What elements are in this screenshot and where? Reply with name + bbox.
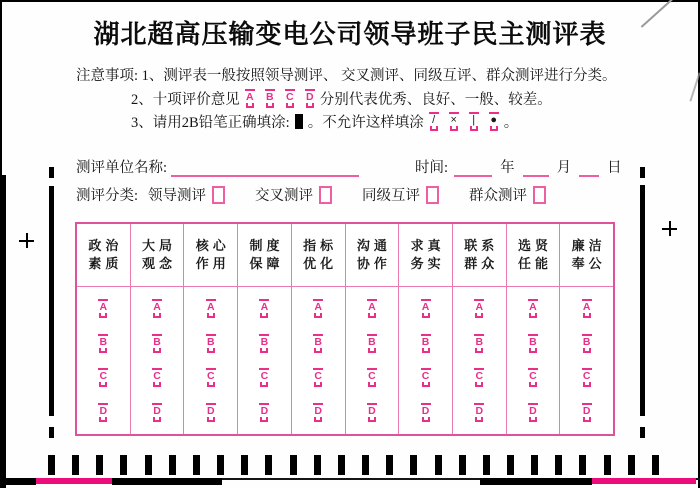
year-label: 年 xyxy=(500,160,515,176)
month-field[interactable] xyxy=(523,158,549,177)
grade-legend-mark-a xyxy=(243,89,257,108)
option-bubble-d-col2[interactable] xyxy=(204,403,218,422)
bottom-calibration-strip xyxy=(0,478,700,488)
category-label: 测评分类: xyxy=(76,188,139,204)
column-header xyxy=(560,224,613,287)
omr-glyph: D xyxy=(368,405,376,418)
omr-bracket xyxy=(153,417,161,422)
omr-bracket xyxy=(475,382,483,387)
omr-glyph: D xyxy=(206,405,215,418)
timing-mark-left-top xyxy=(49,167,54,178)
option-bubble-b-col1[interactable] xyxy=(150,334,164,353)
strip-black-right xyxy=(480,478,592,485)
column-options xyxy=(184,287,237,434)
option-bubble-c-col9[interactable] xyxy=(580,368,594,387)
table-column-7 xyxy=(452,224,506,434)
column-header-line: 保障 xyxy=(249,256,284,271)
notes-label: 注意事项: xyxy=(76,68,139,84)
option-bubble-a-col7[interactable] xyxy=(472,299,486,318)
column-options xyxy=(238,287,291,434)
option-bubble-a-col8[interactable] xyxy=(526,299,540,318)
table-column-1 xyxy=(130,224,184,434)
omr-bracket xyxy=(583,348,591,353)
scan-edge-top xyxy=(0,0,700,2)
column-header xyxy=(184,224,237,287)
omr-glyph: ● xyxy=(490,114,498,126)
omr-bracket xyxy=(207,417,215,422)
omr-glyph: A xyxy=(206,300,215,313)
timing-mark xyxy=(604,455,611,475)
option-bubble-c-col7[interactable] xyxy=(472,368,486,387)
category-option-2 xyxy=(362,184,439,205)
category-option-label: 群众测评 xyxy=(469,188,528,204)
omr-bracket xyxy=(368,417,376,422)
column-header xyxy=(346,224,399,287)
column-options xyxy=(560,287,613,434)
omr-bracket xyxy=(430,126,438,131)
omr-glyph: B xyxy=(206,335,215,348)
option-bubble-b-col3[interactable] xyxy=(257,334,271,353)
omr-glyph: C xyxy=(260,370,269,383)
wrong-fill-example-2 xyxy=(467,112,481,131)
timing-mark xyxy=(96,455,103,475)
timing-mark xyxy=(193,455,200,475)
column-header-line: 任能 xyxy=(517,256,552,271)
omr-bracket xyxy=(246,103,254,108)
column-header-line: 作用 xyxy=(195,256,230,271)
option-bubble-a-col4[interactable] xyxy=(311,299,325,318)
category-option-0 xyxy=(148,184,225,205)
omr-glyph: D xyxy=(99,405,108,418)
option-bubble-d-col8[interactable] xyxy=(526,403,540,422)
timing-mark xyxy=(652,455,659,475)
column-header xyxy=(77,224,130,287)
day-field[interactable] xyxy=(579,158,599,177)
column-header-line: 群众 xyxy=(464,256,499,271)
correct-fill-example xyxy=(295,114,303,129)
option-bubble-a-col6[interactable] xyxy=(419,299,433,318)
timing-mark xyxy=(483,455,490,475)
column-header xyxy=(131,224,184,287)
option-bubble-c-col3[interactable] xyxy=(257,368,271,387)
note-line-2 xyxy=(131,89,552,110)
omr-bracket xyxy=(422,417,430,422)
omr-glyph: A xyxy=(245,91,254,103)
column-header-line: 优化 xyxy=(303,256,338,271)
omr-glyph: C xyxy=(582,370,591,383)
omr-glyph: C xyxy=(285,91,294,103)
table-column-9 xyxy=(559,224,613,434)
category-option-1 xyxy=(255,184,332,205)
option-bubble-b-col2[interactable] xyxy=(204,334,218,353)
omr-glyph: C xyxy=(314,370,322,383)
note-2-prefix: 2、十项评价意见 xyxy=(131,92,240,108)
omr-bracket xyxy=(207,313,215,318)
note-2-suffix: 分别代表优秀、良好、一般、较差。 xyxy=(319,92,552,108)
omr-bracket xyxy=(368,382,376,387)
wrong-fill-example-1 xyxy=(447,112,461,131)
omr-glyph: D xyxy=(305,91,314,103)
omr-glyph: D xyxy=(260,405,269,418)
omr-glyph: B xyxy=(421,335,430,348)
option-bubble-c-col5[interactable] xyxy=(365,368,379,387)
note-line-1 xyxy=(76,66,617,86)
table-column-6 xyxy=(398,224,452,434)
omr-glyph: D xyxy=(582,405,591,418)
omr-bracket xyxy=(422,348,430,353)
omr-glyph: A xyxy=(99,300,108,313)
omr-glyph: A xyxy=(529,300,537,313)
omr-bracket xyxy=(153,348,161,353)
column-options xyxy=(77,287,130,434)
option-bubble-a-col0[interactable] xyxy=(96,299,110,318)
time-label: 时间: xyxy=(415,160,449,176)
timing-mark xyxy=(48,455,55,475)
omr-glyph: B xyxy=(260,335,269,348)
page-title: 湖北超高压输变电公司领导班子民主测评表 xyxy=(93,20,607,49)
note-3-mid: 。不允许这样填涂 xyxy=(307,115,424,131)
timing-mark xyxy=(531,455,538,475)
timing-mark xyxy=(386,455,393,475)
unit-name-label: 测评单位名称: xyxy=(76,160,168,176)
column-header-line: 沟通 xyxy=(356,238,391,253)
grade-legend-mark-d xyxy=(303,89,317,108)
column-header xyxy=(453,224,506,287)
month-label: 月 xyxy=(556,160,572,176)
column-header xyxy=(292,224,345,287)
timing-mark xyxy=(459,455,466,475)
omr-bracket xyxy=(422,382,430,387)
omr-bracket xyxy=(475,313,483,318)
column-header xyxy=(399,224,452,287)
omr-glyph: A xyxy=(368,300,376,313)
table-column-4 xyxy=(291,224,345,434)
omr-glyph: C xyxy=(99,370,108,383)
omr-bracket xyxy=(368,313,376,318)
timing-mark xyxy=(290,455,297,475)
omr-glyph: B xyxy=(475,335,484,348)
note-1-text: 1、测评表一般按照领导测评、 交叉测评、同级互评、群众测评进行分类。 xyxy=(141,68,617,84)
omr-bracket xyxy=(207,382,215,387)
omr-bracket xyxy=(286,103,294,108)
timing-mark xyxy=(338,455,345,475)
omr-bracket xyxy=(422,313,430,318)
category-option-label: 同级互评 xyxy=(362,188,421,204)
option-bubble-b-col4[interactable] xyxy=(311,334,325,353)
unit-name-field[interactable] xyxy=(171,158,359,177)
omr-bracket xyxy=(260,417,268,422)
omr-glyph: A xyxy=(421,300,430,313)
strip-pink-right xyxy=(592,478,696,484)
timing-mark-left-bottom xyxy=(49,427,54,438)
note-3-suffix: 。 xyxy=(503,115,519,131)
column-header-line: 观念 xyxy=(142,256,177,271)
omr-glyph: D xyxy=(475,405,484,418)
option-bubble-a-col1[interactable] xyxy=(150,299,164,318)
bottom-timing-marks xyxy=(48,455,659,475)
option-bubble-c-col2[interactable] xyxy=(204,368,218,387)
scan-edge-left-lower xyxy=(0,175,6,488)
timing-mark xyxy=(507,455,514,475)
omr-bracket xyxy=(306,103,314,108)
option-bubble-d-col3[interactable] xyxy=(257,403,271,422)
omr-glyph: C xyxy=(368,370,376,383)
option-bubble-b-col6[interactable] xyxy=(419,334,433,353)
column-header-line: 联系 xyxy=(464,238,499,253)
timing-mark xyxy=(72,455,79,475)
omr-glyph: C xyxy=(421,370,430,383)
omr-bracket xyxy=(450,126,458,131)
timing-mark-right-top xyxy=(640,167,645,178)
omr-glyph: B xyxy=(99,335,108,348)
option-bubble-c-col4[interactable] xyxy=(311,368,325,387)
omr-bracket xyxy=(266,103,274,108)
category-option-label: 交叉测评 xyxy=(255,188,314,204)
column-options xyxy=(346,287,399,434)
omr-bracket xyxy=(153,382,161,387)
option-bubble-b-col5[interactable] xyxy=(365,334,379,353)
option-bubble-b-col7[interactable] xyxy=(472,334,486,353)
omr-glyph: | xyxy=(472,114,476,126)
timing-mark xyxy=(217,455,224,475)
option-bubble-d-col5[interactable] xyxy=(365,403,379,422)
timing-mark xyxy=(241,455,248,475)
timing-mark xyxy=(169,455,176,475)
option-bubble-a-col2[interactable] xyxy=(204,299,218,318)
omr-glyph: A xyxy=(260,300,269,313)
timing-mark xyxy=(410,455,417,475)
option-bubble-c-col0[interactable] xyxy=(96,368,110,387)
option-bubble-b-col0[interactable] xyxy=(96,334,110,353)
category-checkbox-0[interactable] xyxy=(212,186,225,204)
column-header-line: 选贤 xyxy=(517,238,552,253)
omr-bracket xyxy=(314,417,322,422)
day-label: 日 xyxy=(607,160,622,176)
omr-glyph: C xyxy=(206,370,215,383)
column-header-line: 制度 xyxy=(249,238,284,253)
timing-mark xyxy=(579,455,586,475)
column-header-line: 素质 xyxy=(88,256,123,271)
omr-bracket xyxy=(470,126,478,131)
option-bubble-b-col9[interactable] xyxy=(580,334,594,353)
omr-glyph: B xyxy=(153,335,161,348)
category-checkbox-2[interactable] xyxy=(426,186,439,204)
evaluation-table xyxy=(75,222,615,436)
table-column-5 xyxy=(345,224,399,434)
column-header-line: 指标 xyxy=(303,238,338,253)
omr-glyph: A xyxy=(582,300,591,313)
crosshair-mark-left xyxy=(19,233,34,248)
option-bubble-c-col6[interactable] xyxy=(419,368,433,387)
omr-glyph: B xyxy=(368,335,376,348)
omr-bracket xyxy=(260,348,268,353)
option-bubble-c-col8[interactable] xyxy=(526,368,540,387)
omr-bracket xyxy=(207,348,215,353)
option-bubble-a-col3[interactable] xyxy=(257,299,271,318)
table-column-8 xyxy=(506,224,560,434)
registration-bar-right xyxy=(640,185,645,416)
column-header xyxy=(238,224,291,287)
omr-glyph: D xyxy=(314,405,322,418)
timing-mark-right-bottom xyxy=(640,427,645,438)
omr-bracket xyxy=(475,417,483,422)
column-header-line: 政治 xyxy=(88,238,123,253)
omr-bracket xyxy=(153,313,161,318)
column-header-line: 核心 xyxy=(195,238,230,253)
timing-mark xyxy=(145,455,152,475)
wrong-fill-examples xyxy=(424,115,504,131)
column-options xyxy=(453,287,506,434)
option-bubble-a-col9[interactable] xyxy=(580,299,594,318)
grade-legend-mark-b xyxy=(263,89,277,108)
omr-glyph: A xyxy=(475,300,484,313)
omr-bracket xyxy=(583,382,591,387)
omr-glyph: B xyxy=(265,91,274,103)
strip-black-corner xyxy=(0,478,36,485)
column-options xyxy=(399,287,452,434)
wrong-fill-example-0 xyxy=(427,112,441,131)
category-option-label: 领导测评 xyxy=(148,188,207,204)
category-checkbox-1[interactable] xyxy=(319,186,332,204)
timing-mark xyxy=(120,455,127,475)
column-header-line: 务实 xyxy=(410,256,445,271)
table-column-2 xyxy=(183,224,237,434)
omr-glyph: / xyxy=(432,114,436,126)
timing-mark xyxy=(435,455,442,475)
timing-mark xyxy=(265,455,272,475)
omr-glyph: D xyxy=(529,405,537,418)
note-line-3 xyxy=(131,112,518,133)
omr-bracket xyxy=(260,313,268,318)
timing-mark xyxy=(362,455,369,475)
omr-glyph: A xyxy=(153,300,161,313)
column-header-line: 廉洁 xyxy=(571,238,606,253)
column-options xyxy=(131,287,184,434)
category-checkbox-3[interactable] xyxy=(533,186,546,204)
option-bubble-d-col0[interactable] xyxy=(96,403,110,422)
omr-bracket xyxy=(99,382,107,387)
omr-bracket xyxy=(260,382,268,387)
option-bubble-c-col1[interactable] xyxy=(150,368,164,387)
omr-glyph: B xyxy=(582,335,591,348)
option-bubble-d-col1[interactable] xyxy=(150,403,164,422)
column-header-line: 协作 xyxy=(356,256,391,271)
omr-bracket xyxy=(314,382,322,387)
omr-bracket xyxy=(529,417,537,422)
omr-glyph: C xyxy=(153,370,161,383)
column-header-line: 大局 xyxy=(142,238,177,253)
option-bubble-d-col9[interactable] xyxy=(580,403,594,422)
option-bubble-d-col4[interactable] xyxy=(311,403,325,422)
option-bubble-d-col6[interactable] xyxy=(419,403,433,422)
table-column-0 xyxy=(77,224,130,434)
crosshair-mark-right xyxy=(662,221,677,236)
omr-glyph: A xyxy=(314,300,322,313)
omr-glyph: B xyxy=(314,335,322,348)
omr-glyph: D xyxy=(153,405,161,418)
strip-pink-left xyxy=(36,478,112,484)
omr-glyph: C xyxy=(529,370,537,383)
strip-black-left xyxy=(112,478,222,485)
category-option-3 xyxy=(469,184,546,205)
omr-bracket xyxy=(99,348,107,353)
timing-mark xyxy=(314,455,321,475)
omr-bracket xyxy=(583,313,591,318)
timing-mark xyxy=(628,455,635,475)
omr-bracket xyxy=(368,348,376,353)
omr-bracket xyxy=(475,348,483,353)
omr-glyph: B xyxy=(529,335,537,348)
omr-glyph: C xyxy=(475,370,484,383)
omr-bracket xyxy=(99,313,107,318)
column-header xyxy=(507,224,560,287)
note-3-prefix: 3、请用2B铅笔正确填涂: xyxy=(131,115,290,131)
omr-bracket xyxy=(529,348,537,353)
omr-glyph: × xyxy=(450,114,457,126)
grade-legend-mark-c xyxy=(283,89,297,108)
year-field[interactable] xyxy=(454,158,492,177)
omr-bracket xyxy=(99,417,107,422)
omr-bracket xyxy=(529,382,537,387)
unit-date-row xyxy=(76,156,622,177)
omr-bracket xyxy=(314,348,322,353)
category-row xyxy=(76,184,546,205)
wrong-fill-example-3 xyxy=(487,112,501,131)
option-bubble-b-col8[interactable] xyxy=(526,334,540,353)
option-bubble-a-col5[interactable] xyxy=(365,299,379,318)
category-items xyxy=(138,184,546,205)
registration-bar-left xyxy=(49,186,54,416)
omr-bracket xyxy=(529,313,537,318)
column-options xyxy=(507,287,560,434)
column-header-line: 奉公 xyxy=(571,256,606,271)
table-column-3 xyxy=(237,224,291,434)
timing-mark xyxy=(555,455,562,475)
omr-bracket xyxy=(583,417,591,422)
note-grade-marks xyxy=(240,92,320,108)
column-options xyxy=(292,287,345,434)
column-header-line: 求真 xyxy=(410,238,445,253)
omr-bracket xyxy=(314,313,322,318)
omr-glyph: D xyxy=(421,405,430,418)
omr-bracket xyxy=(490,126,498,131)
option-bubble-d-col7[interactable] xyxy=(472,403,486,422)
